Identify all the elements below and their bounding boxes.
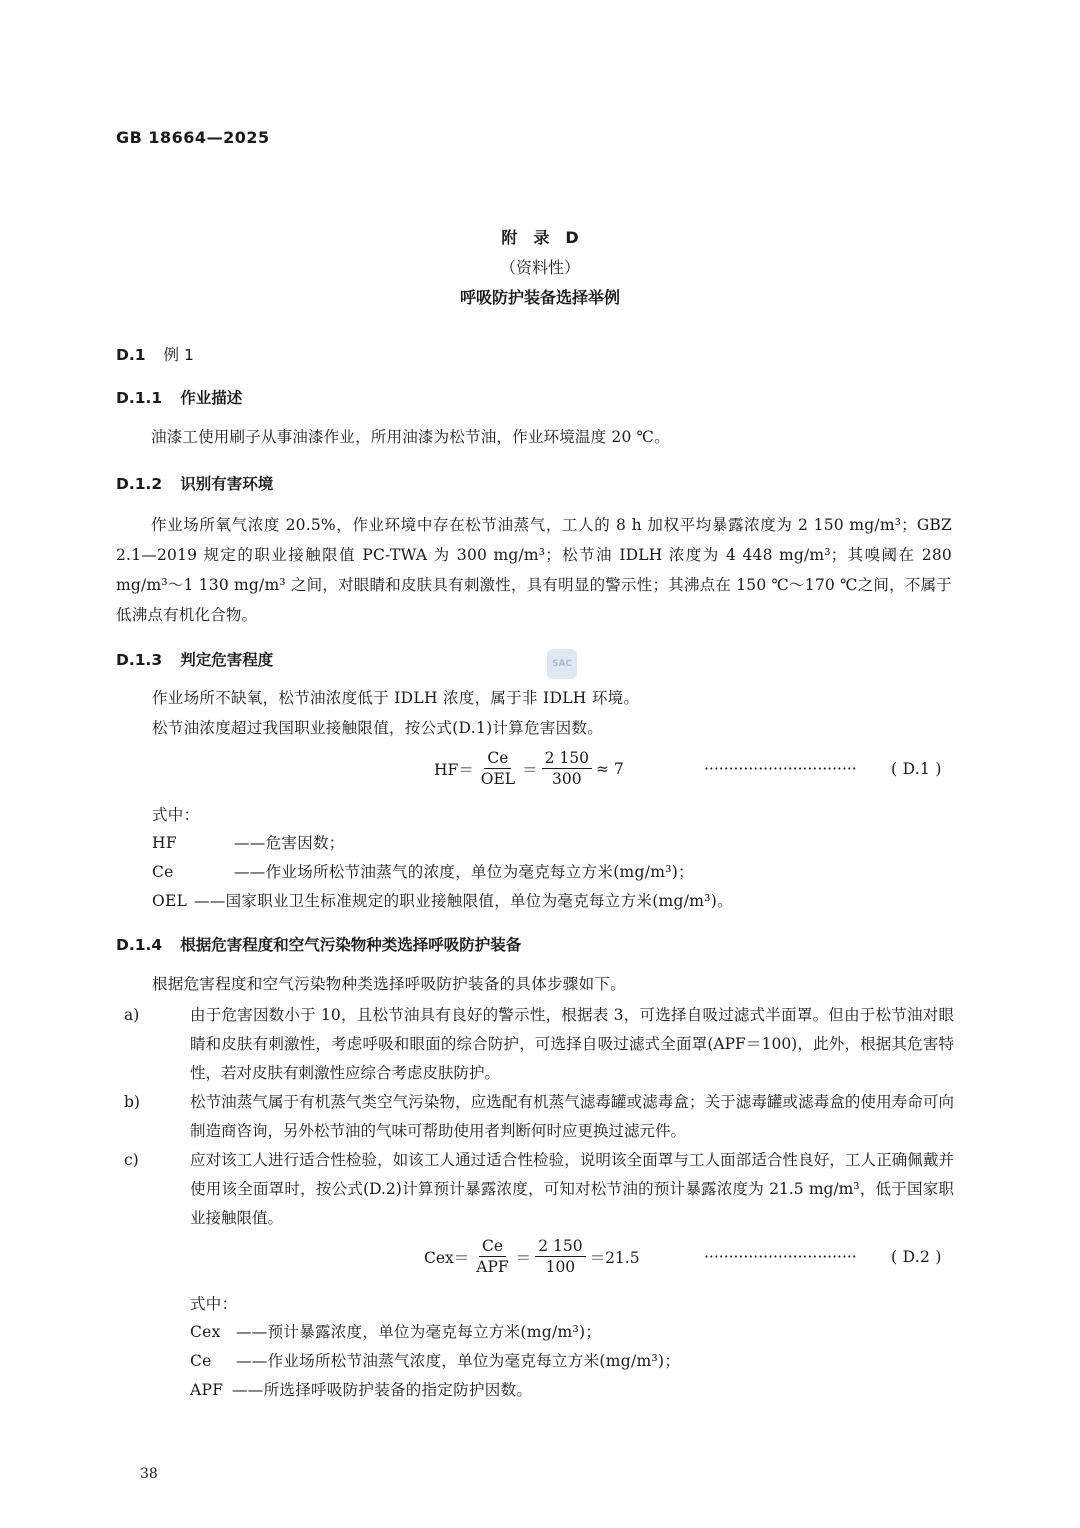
definition-row [190, 1378, 532, 1400]
definition-row [152, 889, 733, 911]
formula-result: ≈ 7 [596, 759, 624, 778]
formula-reference: ( D.1 ) [891, 760, 942, 778]
section-title: 识别有害环境 [180, 475, 274, 493]
d13-line-2: 松节油浓度超过我国职业接触限值，按公式(D.1)计算危害因数。 [152, 719, 604, 737]
definition-text: 作业场所松节油蒸气浓度，单位为毫克每立方米(mg/m³)； [267, 1352, 681, 1370]
denominator: 100 [545, 1258, 576, 1276]
page-number: 38 [140, 1466, 158, 1482]
list-label: a) [124, 1006, 140, 1024]
section-d12-heading [116, 472, 273, 494]
standard-number: GB 18664—2025 [116, 128, 270, 147]
d13-line-1: 作业场所不缺氧，松节油浓度低于 IDLH 浓度，属于非 IDLH 环境。 [152, 689, 640, 707]
numerator: Ce [484, 748, 511, 769]
section-title: 例 1 [163, 346, 194, 364]
section-title: 根据危害程度和空气污染物种类选择呼吸防护装备 [180, 936, 522, 954]
definition-row [190, 1320, 601, 1342]
formula-d2 [424, 1236, 640, 1277]
definition-row [152, 860, 694, 882]
list-item-b [124, 1088, 954, 1146]
formula-leader-dots: ······························· [704, 760, 857, 778]
definition-dash: —— [232, 1381, 264, 1399]
definition-text: 所选择呼吸防护装备的指定防护因数。 [263, 1381, 533, 1399]
section-d11-heading [116, 386, 242, 408]
section-title: 判定危害程度 [180, 651, 274, 669]
fraction [473, 1236, 511, 1277]
appendix-nature: （资料性） [499, 258, 580, 277]
appendix-label: 附 录 D [501, 228, 579, 247]
definition-symbol: Ce [152, 863, 174, 881]
formula-result: ＝21.5 [589, 1248, 640, 1267]
fraction [478, 748, 518, 789]
numerator: Ce [479, 1236, 506, 1257]
definition-text: 预计暴露浓度，单位为毫克每立方米(mg/m³)； [267, 1323, 602, 1341]
list-text: 松节油蒸气属于有机蒸气类空气污染物，应选配有机蒸气滤毒罐或滤毒盒；关于滤毒罐或滤毒盒的使用寿命可向制造商咨询，另外松节油的气味可帮助使用者判断何时应更换过滤元件。 [190, 1093, 954, 1140]
equals-sign: ＝ [522, 760, 538, 779]
list-text: 应对该工人进行适合性检验，如该工人通过适合性检验，说明该全面罩与工人面部适合性良好，工人正确佩戴并使用该全面罩时，按公式(D.2)计算预计暴露浓度，可知对松节油的预计暴露浓度为 21.5 mg/m³，低于国家职业接触限值。 [190, 1151, 954, 1227]
appendix-title: 呼吸防护装备选择举例 [459, 288, 620, 307]
list-label: c) [124, 1151, 139, 1169]
equals-sign: ＝ [515, 1248, 532, 1267]
section-number: D.1.4 [116, 936, 163, 954]
definition-symbol: OEL [152, 892, 188, 910]
definition-symbol: HF [152, 834, 177, 852]
section-title: 作业描述 [180, 389, 243, 407]
list-label: b) [124, 1093, 140, 1111]
section-number: D.1.1 [116, 389, 163, 407]
formula-leader-dots: ······························· [704, 1248, 857, 1266]
list-item-a [124, 1001, 954, 1088]
definition-dash: —— [236, 1352, 268, 1370]
formula-lhs: HF＝ [434, 760, 474, 779]
definition-dash: —— [234, 834, 266, 852]
section-number: D.1.3 [116, 651, 163, 669]
definition-symbol: APF [190, 1381, 224, 1399]
formula-d1 [434, 748, 624, 789]
denominator: APF [476, 1258, 509, 1276]
definition-symbol: Ce [190, 1352, 212, 1370]
definition-dash: —— [236, 1323, 268, 1341]
definition-row [152, 831, 345, 853]
formula-reference: ( D.2 ) [891, 1248, 942, 1266]
fraction [542, 748, 592, 789]
where-label: 式中： [152, 806, 200, 824]
definition-dash: —— [234, 863, 266, 881]
section-d1-heading [116, 343, 194, 365]
where-label: 式中： [190, 1295, 238, 1313]
numerator: 2 150 [542, 748, 592, 769]
section-d13-heading [116, 648, 273, 670]
denominator: 300 [552, 770, 582, 788]
section-number: D.1.2 [116, 475, 163, 493]
section-number: D.1 [116, 346, 146, 364]
d11-paragraph: 油漆工使用刷子从事油漆作业，所用油漆为松节油，作业环境温度 20 ℃。 [151, 428, 670, 446]
numerator: 2 150 [535, 1236, 585, 1257]
definition-row [190, 1349, 680, 1371]
definition-text: 危害因数； [265, 834, 345, 852]
denominator: OEL [480, 770, 516, 788]
definition-text: 作业场所松节油蒸气的浓度，单位为毫克每立方米(mg/m³)； [265, 863, 694, 881]
definition-dash: —— [194, 892, 226, 910]
definition-symbol: Cex [190, 1323, 221, 1341]
fraction [535, 1236, 585, 1277]
list-text: 由于危害因数小于 10，且松节油具有良好的警示性，根据表 3，可选择自吸过滤式半面罩。但由于松节油对眼睛和皮肤有刺激性，考虑呼吸和眼面的综合防护，可选择自吸过滤式全面罩(APF＝100)，此外，根据其危害特性，若对皮肤有刺激性应综合考虑皮肤防护。 [190, 1006, 954, 1082]
d12-paragraph: 作业场所氧气浓度 20.5%，作业环境中存在松节油蒸气，工人的 8 h 加权平均暴露浓度为 2 150 mg/m³；GBZ 2.1—2019 规定的职业接触限值 PC-TWA 为 300 mg/m³；松节油 IDLH 浓度为 4 448 mg/m³；其嗅阈在 280 mg/m³～1 130 mg/m³ 之间，对眼睛和皮肤具有刺激性，具有明显的警示性；其沸点在 150 ℃～170 ℃之间，不属于低沸点有机化合物。 [116, 516, 952, 624]
definition-text: 国家职业卫生标准规定的职业接触限值，单位为毫克每立方米(mg/m³)。 [225, 892, 733, 910]
d14-intro: 根据危害程度和空气污染物种类选择呼吸防护装备的具体步骤如下。 [152, 975, 627, 993]
formula-lhs: Cex＝ [424, 1248, 470, 1267]
list-item-c [124, 1146, 954, 1233]
section-d14-heading [116, 933, 521, 955]
sac-watermark: SAC [547, 649, 577, 679]
